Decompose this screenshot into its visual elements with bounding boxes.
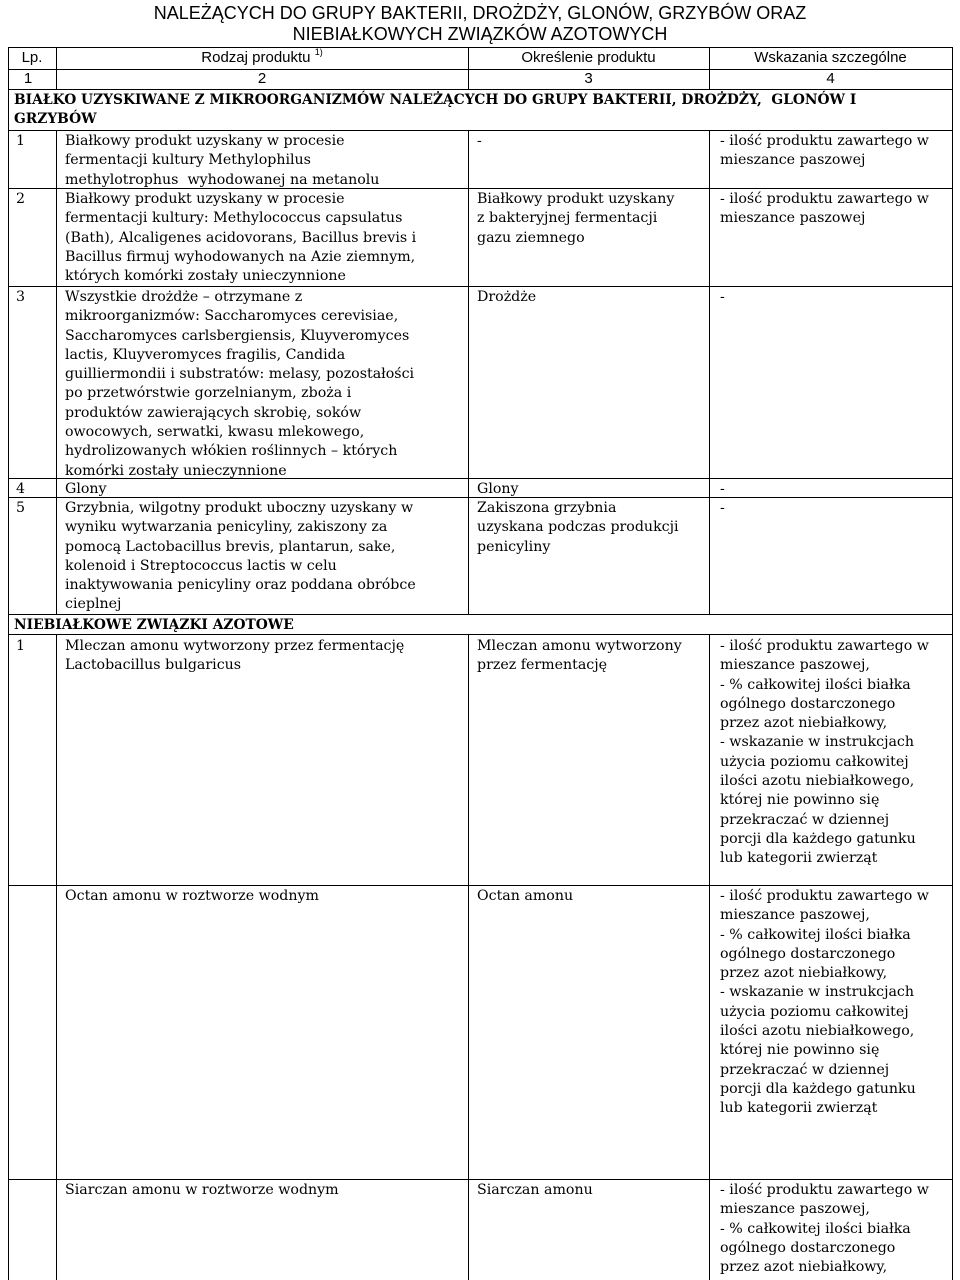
designation-cell: Octan amonu — [477, 888, 574, 904]
designation-cell: Zakiszona grzybnia uzyskana podczas produkcji penicyliny — [477, 500, 679, 555]
section-title: GRZYBÓW — [14, 111, 97, 127]
column-number: 3 — [584, 70, 593, 87]
column-divider — [56, 634, 57, 1280]
row-number: 5 — [16, 500, 26, 516]
product-type-cell: Glony — [65, 481, 107, 497]
designation-cell: Glony — [477, 481, 519, 497]
product-type-cell: Octan amonu w roztworze wodnym — [65, 888, 319, 904]
row-number: 2 — [16, 191, 26, 207]
row-number: 1 — [16, 638, 26, 654]
column-number: 1 — [23, 70, 33, 87]
column-number: 4 — [826, 70, 835, 87]
column-divider — [468, 130, 469, 614]
row-number: 3 — [16, 289, 26, 305]
column-divider — [709, 634, 710, 1280]
table-rule — [8, 885, 953, 886]
product-type-cell: Siarczan amonu w roztworze wodnym — [65, 1182, 339, 1198]
special-indications-cell: - — [720, 289, 725, 305]
product-type-cell: Wszystkie drożdże – otrzymane z mikroorganizmów: Saccharomyces cerevisiae, Saccharomyces carlsbergiensis, Kluyveromyces lactis, Kluyveromyces fragilis, Candida guilliermondii i substratów: melasy, pozostałości po przetwórstwie gorzelnianym, zboża i produktów zawierających skrobię, soków owocowych, serwatki, kwasu mlekowego, hydrolizowanych włókien roślinnych – których komórki zostały unieczynnione — [65, 289, 415, 479]
header-designation: Określenie produktu — [521, 49, 656, 66]
header-special: Wskazania szczególne — [754, 49, 907, 66]
special-indications-cell: - ilość produktu zawartego w mieszance paszowej, - % całkowitej ilości białka ogólnego dostarczonego przez azot niebiałkowy, - wskazanie w instrukcjach użycia poziomu całkowitej ilości azotu niebiałkowego, której nie powinno się przekraczać w dziennej porcji dla każdego gatunku lub kategorii zwierząt — [720, 638, 929, 867]
designation-cell: Drożdże — [477, 289, 537, 305]
table-border-right — [952, 47, 953, 1280]
document-title-line-2: NIEBIAŁKOWYCH ZWIĄZKÓW AZOTOWYCH — [292, 24, 668, 44]
header-product-type — [56, 49, 468, 67]
special-indications-cell: - — [720, 500, 725, 516]
product-type-cell: Białkowy produkt uzyskany w procesie fermentacji kultury Methylophilus methylotrophus wyhodowanej na metanolu — [65, 133, 380, 188]
header-lp: Lp. — [21, 49, 43, 66]
row-number: 1 — [16, 133, 26, 149]
footnote-marker: 1) — [314, 47, 323, 57]
special-indications-cell: - — [720, 481, 725, 497]
product-type-cell: Mleczan amonu wytworzony przez fermentację Lactobacillus bulgaricus — [65, 638, 405, 674]
designation-cell: Białkowy produkt uzyskany z bakteryjnej fermentacji gazu ziemnego — [477, 191, 675, 246]
column-divider — [709, 130, 710, 614]
product-type-cell: Grzybnia, wilgotny produkt uboczny uzyskany w wyniku wytwarzania penicyliny, zakiszony za pomocą Lactobacillus brevis, plantarun, sake, kolenoid i Streptococcus lactis w celu inaktywowania penicyliny oraz poddana obróbce cieplnej — [65, 500, 416, 613]
column-divider — [468, 634, 469, 1280]
product-type-cell: Białkowy produkt uzyskany w procesie fermentacji kultury: Methylococcus capsulatus (Bath), Alcaligenes acidovorans, Bacillus brevis i Bacillus firmuj wyhodowanych na Azie ziemnym, których komórki zostały unieczynnione — [65, 191, 417, 285]
table-rule — [8, 1179, 953, 1180]
table-rule — [8, 47, 953, 48]
section-title: BIAŁKO UZYSKIWANE Z MIKROORGANIZMÓW NALEŻĄCYCH DO GRUPY BAKTERII, DROŻDŻY, GLONÓW I — [14, 92, 857, 108]
row-number: 4 — [16, 481, 26, 497]
special-indications-cell: - ilość produktu zawartego w mieszance paszowej, - % całkowitej ilości białka ogólnego dostarczonego przez azot niebiałkowy, — [720, 1182, 929, 1276]
table-rule — [8, 89, 953, 90]
column-number: 2 — [257, 70, 267, 87]
special-indications-cell: - ilość produktu zawartego w mieszance paszowej — [720, 191, 929, 227]
designation-cell: Siarczan amonu — [477, 1182, 593, 1198]
column-divider — [56, 130, 57, 614]
section-title: NIEBIAŁKOWE ZWIĄZKI AZOTOWE — [14, 617, 294, 633]
table-rule — [8, 130, 953, 131]
designation-cell: Mleczan amonu wytworzony przez fermentację — [477, 638, 682, 674]
special-indications-cell: - ilość produktu zawartego w mieszance paszowej, - % całkowitej ilości białka ogólnego dostarczonego przez azot niebiałkowy, - wskazanie w instrukcjach użycia poziomu całkowitej ilości azotu niebiałkowego, której nie powinno się przekraczać w dziennej porcji dla każdego gatunku lub kategorii zwierząt — [720, 888, 929, 1117]
header-product-type-label: Rodzaj produktu — [201, 49, 311, 66]
designation-cell: - — [477, 133, 482, 149]
document-title-line-1: NALEŻĄCYCH DO GRUPY BAKTERII, DROŻDŻY, GLONÓW, GRZYBÓW ORAZ — [153, 3, 807, 23]
special-indications-cell: - ilość produktu zawartego w mieszance paszowej — [720, 133, 929, 169]
table-border-left — [8, 47, 9, 1280]
